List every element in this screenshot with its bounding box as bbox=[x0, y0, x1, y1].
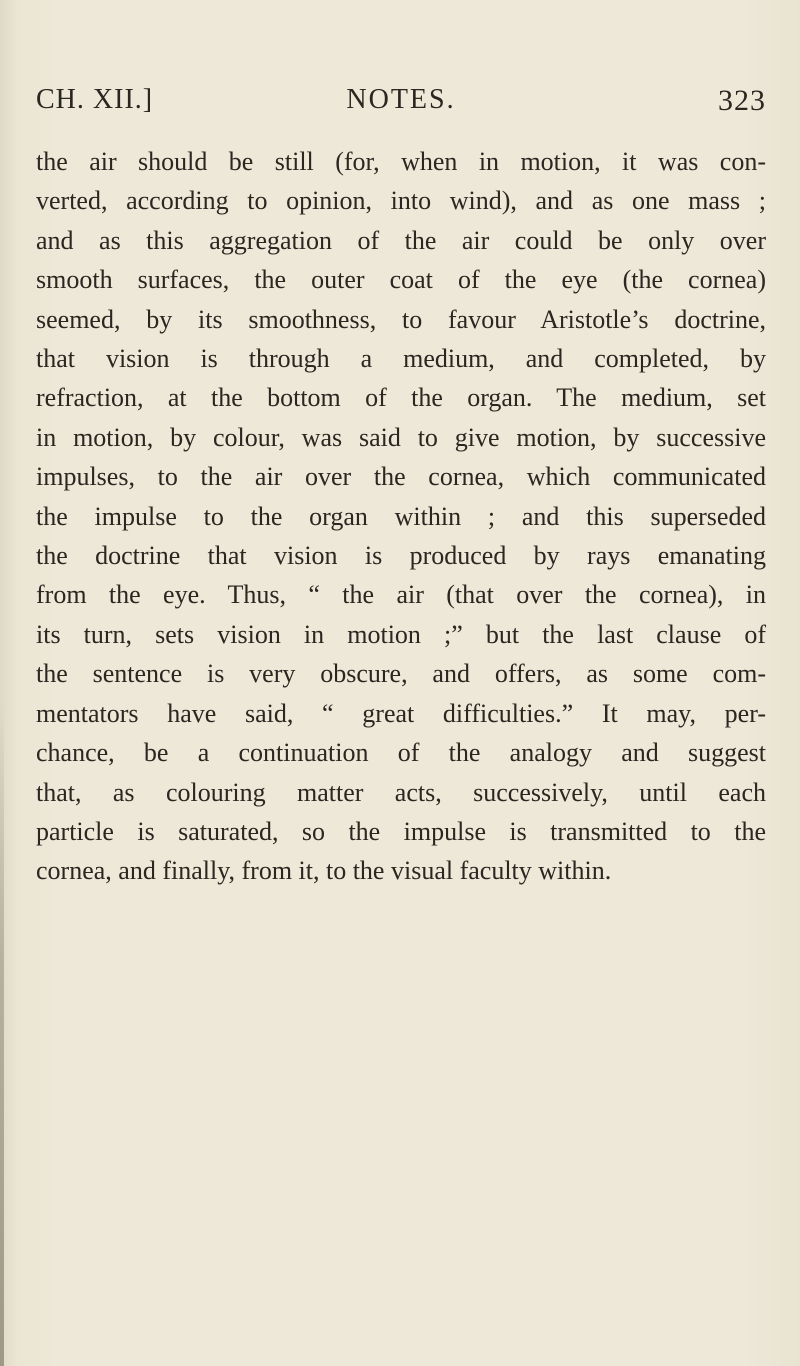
text-line: its turn, sets vision in motion ;” but the last clause of bbox=[36, 619, 766, 649]
text-line: verted, according to opinion, into wind), and as one mass ; bbox=[36, 186, 766, 216]
running-head bbox=[36, 84, 766, 124]
text-line: that, as colouring matter acts, successively, until each bbox=[36, 777, 766, 807]
text-line: the doctrine that vision is produced by rays emanating bbox=[36, 541, 766, 571]
text-line: that vision is through a medium, and completed, by bbox=[36, 344, 766, 374]
body-paragraph bbox=[36, 142, 766, 891]
page-edge-shadow bbox=[0, 700, 4, 1366]
text-line: refraction, at the bottom of the organ. The medium, set bbox=[36, 383, 766, 413]
section-title: NOTES. bbox=[346, 84, 456, 115]
text-line: from the eye. Thus, “ the air (that over the cornea), in bbox=[36, 580, 766, 610]
text-line: the air should be still (for, when in motion, it was con- bbox=[36, 147, 766, 176]
chapter-label: CH. XII.] bbox=[36, 84, 154, 115]
text-line: seemed, by its smoothness, to favour Aristotle’s doctrine, bbox=[36, 304, 766, 334]
text-line: the impulse to the organ within ; and this superseded bbox=[36, 501, 766, 531]
text-line: chance, be a continuation of the analogy and suggest bbox=[36, 738, 766, 768]
text-line: cornea, and finally, from it, to the visual faculty within. bbox=[36, 856, 612, 886]
page-number: 323 bbox=[718, 84, 766, 117]
text-line: mentators have said, “ great difficulties.” It may, per- bbox=[36, 698, 766, 728]
text-line: smooth surfaces, the outer coat of the eye (the cornea) bbox=[36, 265, 766, 295]
text-line: the sentence is very obscure, and offers, as some com- bbox=[36, 659, 766, 689]
text-line: in motion, by colour, was said to give motion, by successive bbox=[36, 422, 766, 452]
text-line: particle is saturated, so the impulse is transmitted to the bbox=[36, 816, 766, 846]
text-line: impulses, to the air over the cornea, which communicated bbox=[36, 462, 766, 492]
text-line: and as this aggregation of the air could be only over bbox=[36, 225, 766, 255]
